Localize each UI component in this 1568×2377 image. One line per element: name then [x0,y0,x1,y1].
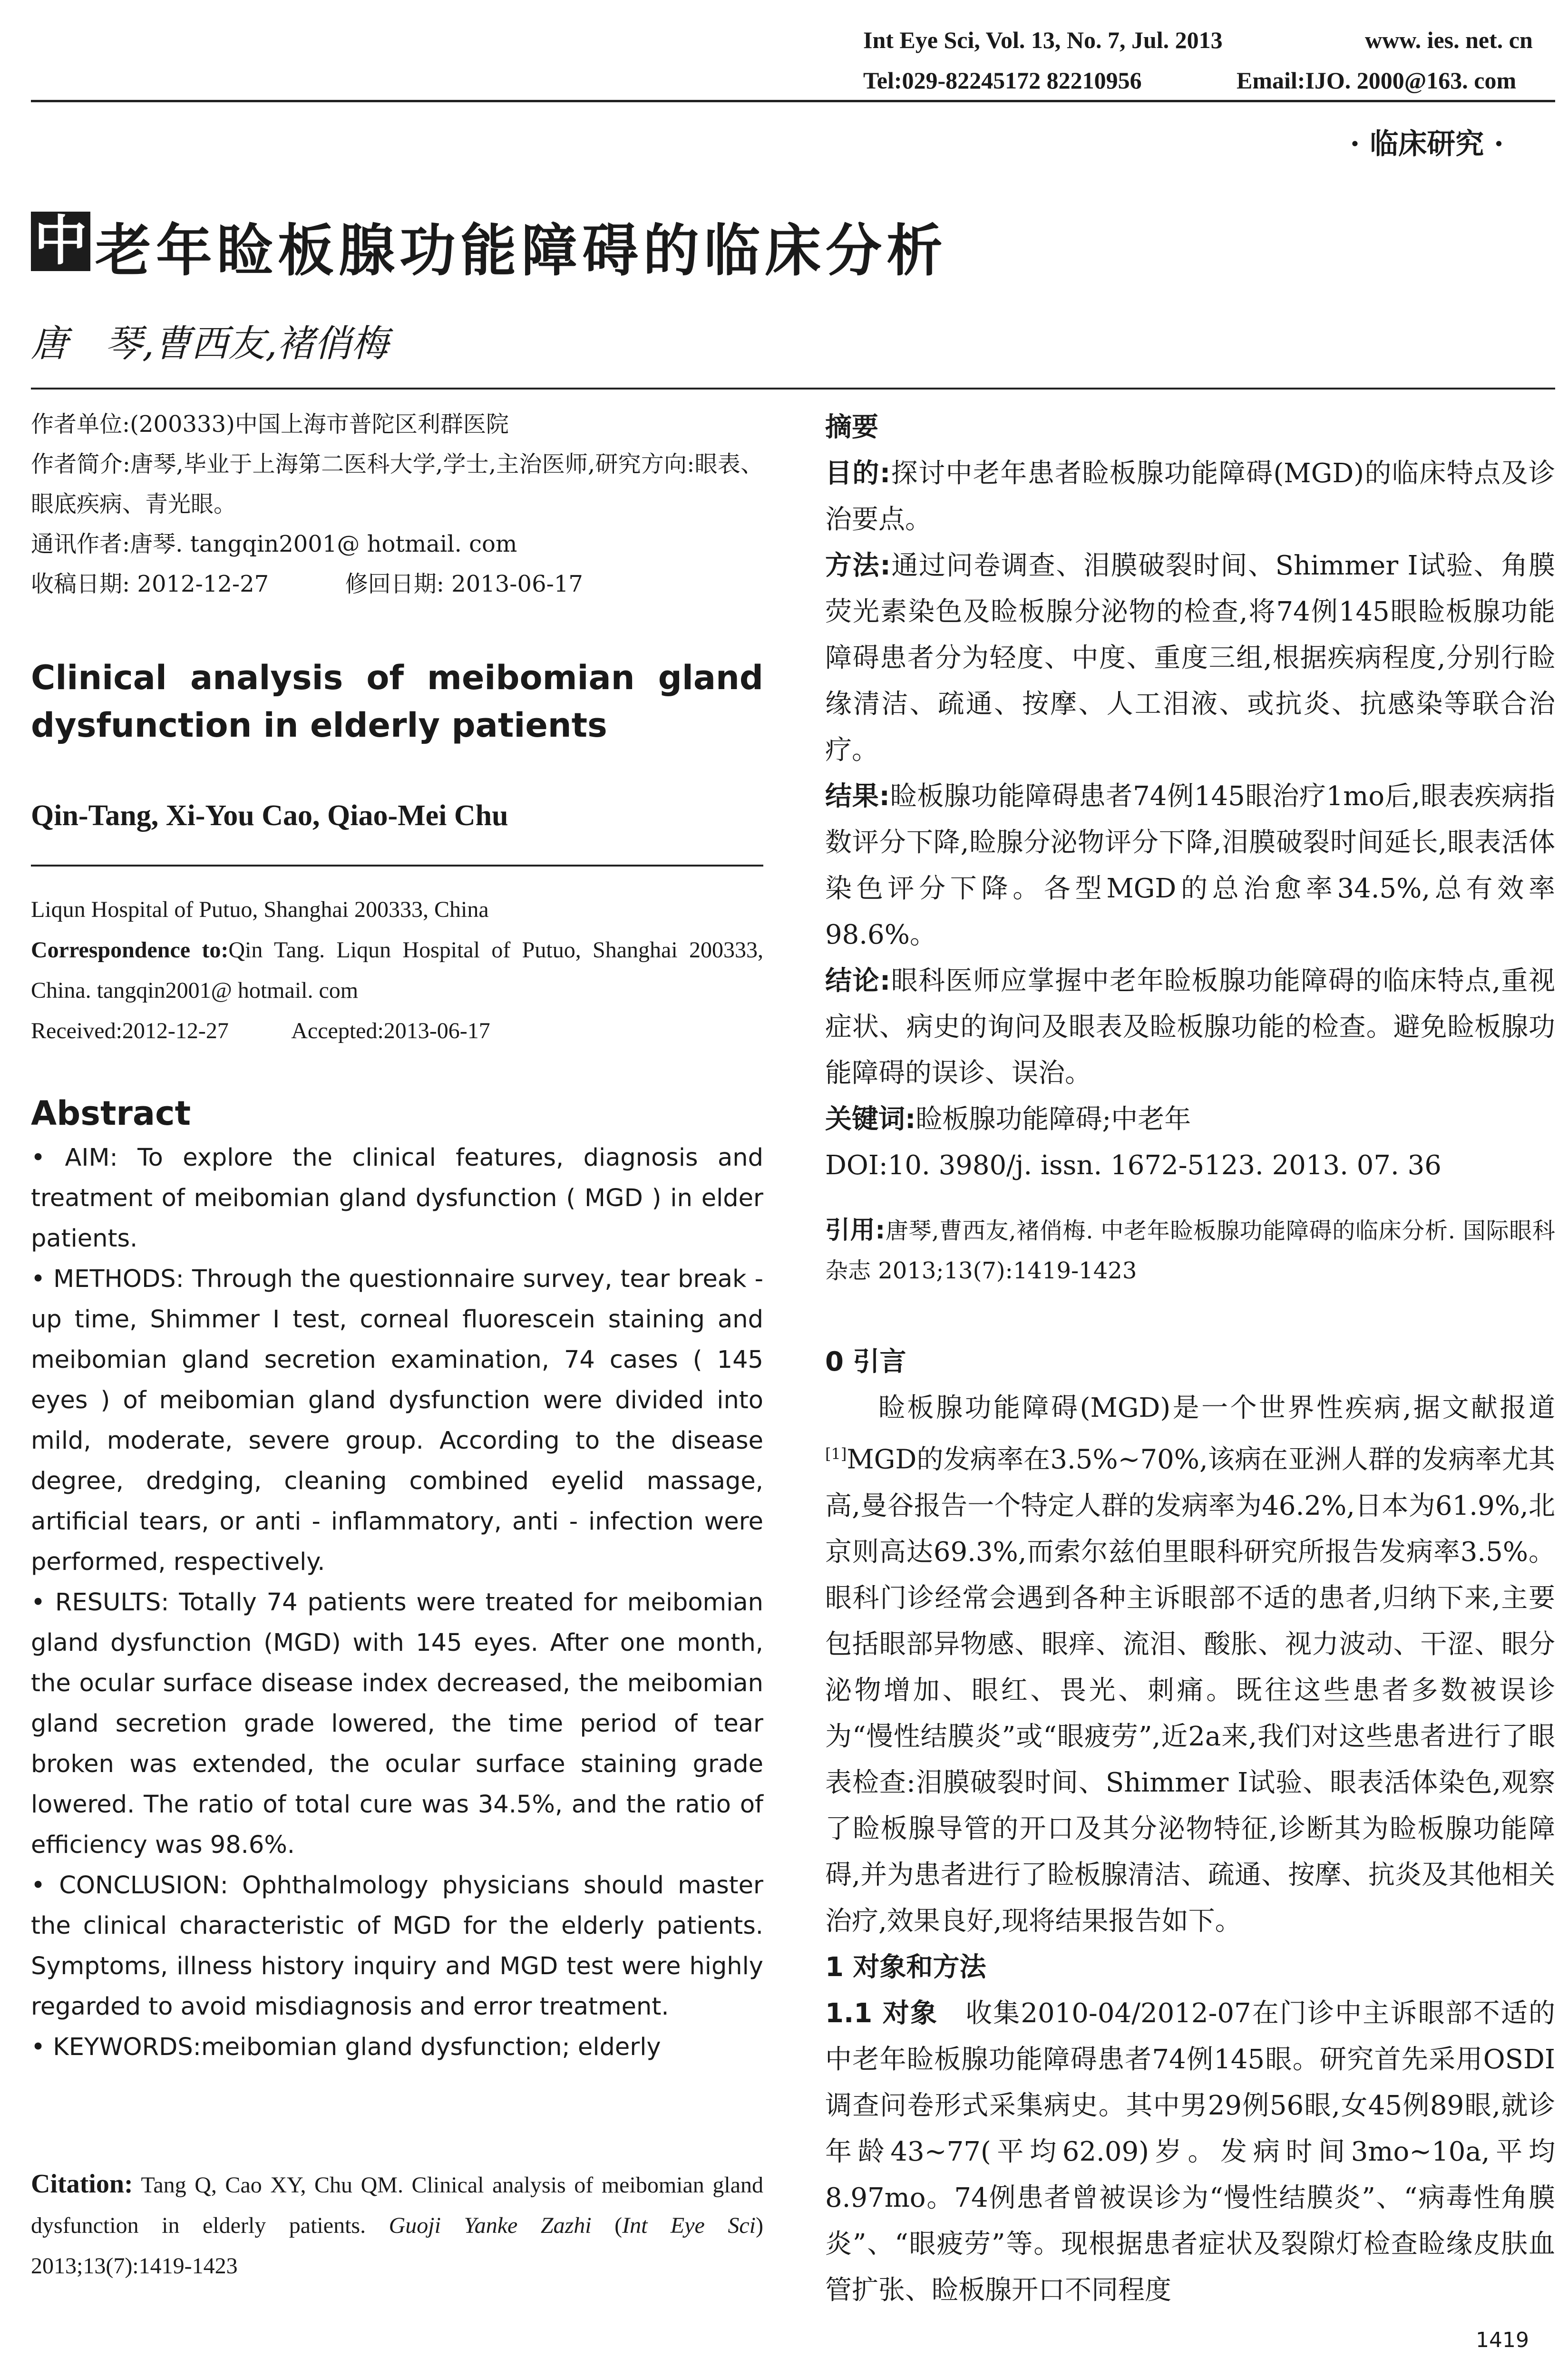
aim-label: 目的: [825,458,891,489]
en-dates [31,1011,763,1051]
author-bio: 作者简介:唐琴,毕业于上海第二医科大学,学士,主治医师,研究方向:眼表、眼底疾病、青光眼。 [31,451,763,517]
citation-cn-label: 引用: [825,1216,886,1245]
author-info [31,404,763,604]
correspondence-text: Qin Tang. Liqun Hospital of Putuo, Shanghai 200333, China. tangqin2001@ hotmail. com [31,937,763,1003]
intro-ref: [1] [825,1445,847,1463]
doi: DOI:10. 3980/j. issn. 1672-5123. 2013. 07. 36 [825,1150,1441,1181]
abstract-aim: • AIM: To explore the clinical features, diagnosis and treatment of meibomian gland dysfunction ( MGD ) in elder patients. [31,1144,763,1253]
abstract-en-block [31,1094,763,2067]
citation-en-text-c: ) 2013;13(7):1419-1423 [31,2213,763,2279]
title-first-char: 中 [31,212,90,271]
abstract-cn-results [825,773,1555,958]
page-number: 1419 [1476,2328,1529,2352]
header-rule [31,100,1555,102]
author-unit: 作者单位:(200333)中国上海市普陀区利群医院 [31,411,509,438]
abstract-methods: • METHODS: Through the questionnaire survey, tear break - up time, Shimmer I test, corneal fluorescein staining and meibomian gland secretion examination, 74 cases ( 145 eyes ) of meibomian gland dysfunction were divided into mild, moderate, severe group. According to the disease degree, dredging, cleaning combined eyelid massage, artificial tears, or anti - inflammatory, anti - infection were performed, respectively. [31,1265,763,1576]
abstract-results: • RESULTS: Totally 74 patients were treated for meibomian gland dysfunction (MGD) with 145 eyes. After one month, the ocular surface disease index decreased, the meibomian gland secretion grade lowered, the time period of tear broken was extended, the ocular surface staining grade lowered. The ratio of total cure was 34.5%, and the ratio of efficiency was 98.6%. [31,1588,763,1859]
intro-paragraph [825,1385,1555,1944]
aim-text: 探讨中老年患者睑板腺功能障碍(MGD)的临床特点及诊治要点。 [825,458,1555,535]
subsection-label: 1.1 对象 [825,1997,938,2029]
methods-text: 通过问卷调查、泪膜破裂时间、Shimmer Ⅰ试验、角膜荧光素染色及睑板腺分泌物的检查,将74例145眼睑板腺功能障碍患者分为轻度、中度、重度三组,根据疾病程度,分别行睑缘清洁、疏通、按摩、人工泪液、或抗炎、抗感染等联合治疗。 [825,550,1555,766]
received-date: 收稿日期: 2012-12-27 [31,571,269,597]
abstract-cn-keywords [825,1096,1555,1142]
en-accepted: Accepted:2013-06-17 [291,1018,490,1043]
citation-cn-text: 唐琴,曹西友,褚俏梅. 中老年睑板腺功能障碍的临床分析. 国际眼科杂志 2013;13(7):1419-1423 [825,1218,1555,1284]
authors-rule [31,865,763,867]
page-title: 老年睑板腺功能障碍的临床分析 [95,218,948,283]
citation-en-block [31,2164,763,2286]
journal-tel: Tel:029-82245172 82210956 [863,67,1142,94]
citation-cn-block [825,1210,1555,1291]
title-rule [31,388,1555,390]
authors-cn: 唐 琴,曹西友,褚俏梅 [31,322,389,365]
journal-email: Email:IJO. 2000@163. com [1237,67,1517,94]
affiliation-block [31,889,763,1051]
affiliation: Liqun Hospital of Putuo, Shanghai 200333, China [31,897,489,922]
english-title: Clinical analysis of meibomian gland dysfunction in elderly patients [31,658,763,745]
intro-block [825,1339,1555,2313]
intro-text-b: MGD的发病率在3.5%~70%,该病在亚洲人群的发病率尤其高,曼谷报告一个特定人群的发病率为46.2%,日本为61.9%,北京则高达69.3%,而索尔兹伯里眼科研究所报告发病率3.5%。眼科门诊经常会遇到各种主诉眼部不适的患者,归纳下来,主要包括眼部异物感、眼痒、流泪、酸胀、视力波动、干涩、眼分泌物增加、眼红、畏光、刺痛。既往这些患者多数被误诊为“慢性结膜炎”或“眼疲劳”,近2a来,我们对这些患者进行了眼表检查:泪膜破裂时间、Shimmer Ⅰ试验、眼表活体染色,观察了睑板腺导管的开口及其分泌物特征,诊断其为睑板腺功能障碍,并为患者进行了睑板腺清洁、疏通、按摩、抗炎及其他相关治疗,效果良好,现将结果报告如下。 [825,1444,1555,1937]
abstract-heading: Abstract [31,1094,191,1133]
citation-cn [825,1210,1555,1291]
citation-en-label: Citation: [31,2169,133,2199]
abstract-cn-block [825,404,1555,1188]
conclusion-label: 结论: [825,965,891,996]
abstract-conclusion: • CONCLUSION: Ophthalmology physicians should master the clinical characteristic of MGD for the elderly patients. Symptoms, illness history inquiry and MGD test were highly regarded to avoid misdiagnosis and error treatment. [31,1871,763,2021]
intro-text-a: 睑板腺功能障碍(MGD)是一个世界性疾病,据文献报道 [878,1393,1555,1423]
abstract-cn-conclusion [825,958,1555,1096]
methods-heading: 1 对象和方法 [825,1951,986,1983]
subsection-text: 收集2010-04/2012-07在门诊中主诉眼部不适的中老年睑板腺功能障碍患者74例145眼。研究首先采用OSDI调查问卷形式采集病史。其中男29例56眼,女45例89眼,就诊年龄43~77(平均62.09)岁。发病时间3mo~10a,平均8.97mo。74例患者曾被误诊为“慢性结膜炎”、“病毒性角膜炎”、“眼疲劳”等。现根据患者症状及裂隙灯检查睑缘皮肤血管扩张、睑板腺开口不同程度 [825,1997,1555,2306]
results-text: 睑板腺功能障碍患者74例145眼治疗1mo后,眼表疾病指数评分下降,睑腺分泌物评分下降,泪膜破裂时间延长,眼表活体染色评分下降。各型MGD的总治愈率34.5%,总有效率98.6%。 [825,781,1555,950]
dates [31,564,763,604]
journal-website: www. ies. net. cn [1365,27,1533,53]
citation-en-text: Tang Q, Cao XY, Chu QM. Clinical analysis of meibomian gland dysfunction in elderly patients. [31,2172,763,2238]
abstract-keywords: • KEYWORDS:meibomian gland dysfunction; elderly [31,2033,661,2061]
revised-date: 修回日期: 2013-06-17 [345,571,583,597]
english-authors-block [31,799,763,833]
methods-subsection [825,1990,1555,2313]
citation-en-journal-short: Int Eye Sci [622,2213,756,2238]
english-authors: Qin-Tang, Xi-You Cao, Qiao-Mei Chu [31,799,508,832]
keywords-text: 睑板腺功能障碍;中老年 [915,1104,1191,1135]
corresponding-author: 通讯作者:唐琴. tangqin2001@ hotmail. com [31,531,517,557]
journal-info: Int Eye Sci, Vol. 13, No. 7, Jul. 2013 [863,27,1223,53]
intro-heading: 0 引言 [825,1346,906,1377]
keywords-label: 关键词: [825,1104,916,1135]
en-received: Received:2012-12-27 [31,1018,229,1043]
conclusion-text: 眼科医师应掌握中老年睑板腺功能障碍的临床特点,重视症状、病史的询问及眼表及睑板腺功能的检查。避免睑板腺功能障碍的误诊、误治。 [825,965,1555,1089]
abstract-cn-aim [825,450,1555,543]
abstract-cn-methods [825,543,1555,773]
english-title-block [31,654,763,749]
citation-en [31,2164,763,2286]
correspondence-label: Correspondence to: [31,937,229,963]
correspondence [31,930,763,1011]
abstract-cn-heading: 摘要 [825,412,878,443]
methods-label: 方法: [825,550,891,581]
citation-en-journal: Guoji Yanke Zazhi [389,2213,592,2238]
section-tag: · 临床研究 · [1350,127,1504,161]
results-label: 结果: [825,781,890,812]
citation-en-text-b: ( [591,2213,623,2238]
